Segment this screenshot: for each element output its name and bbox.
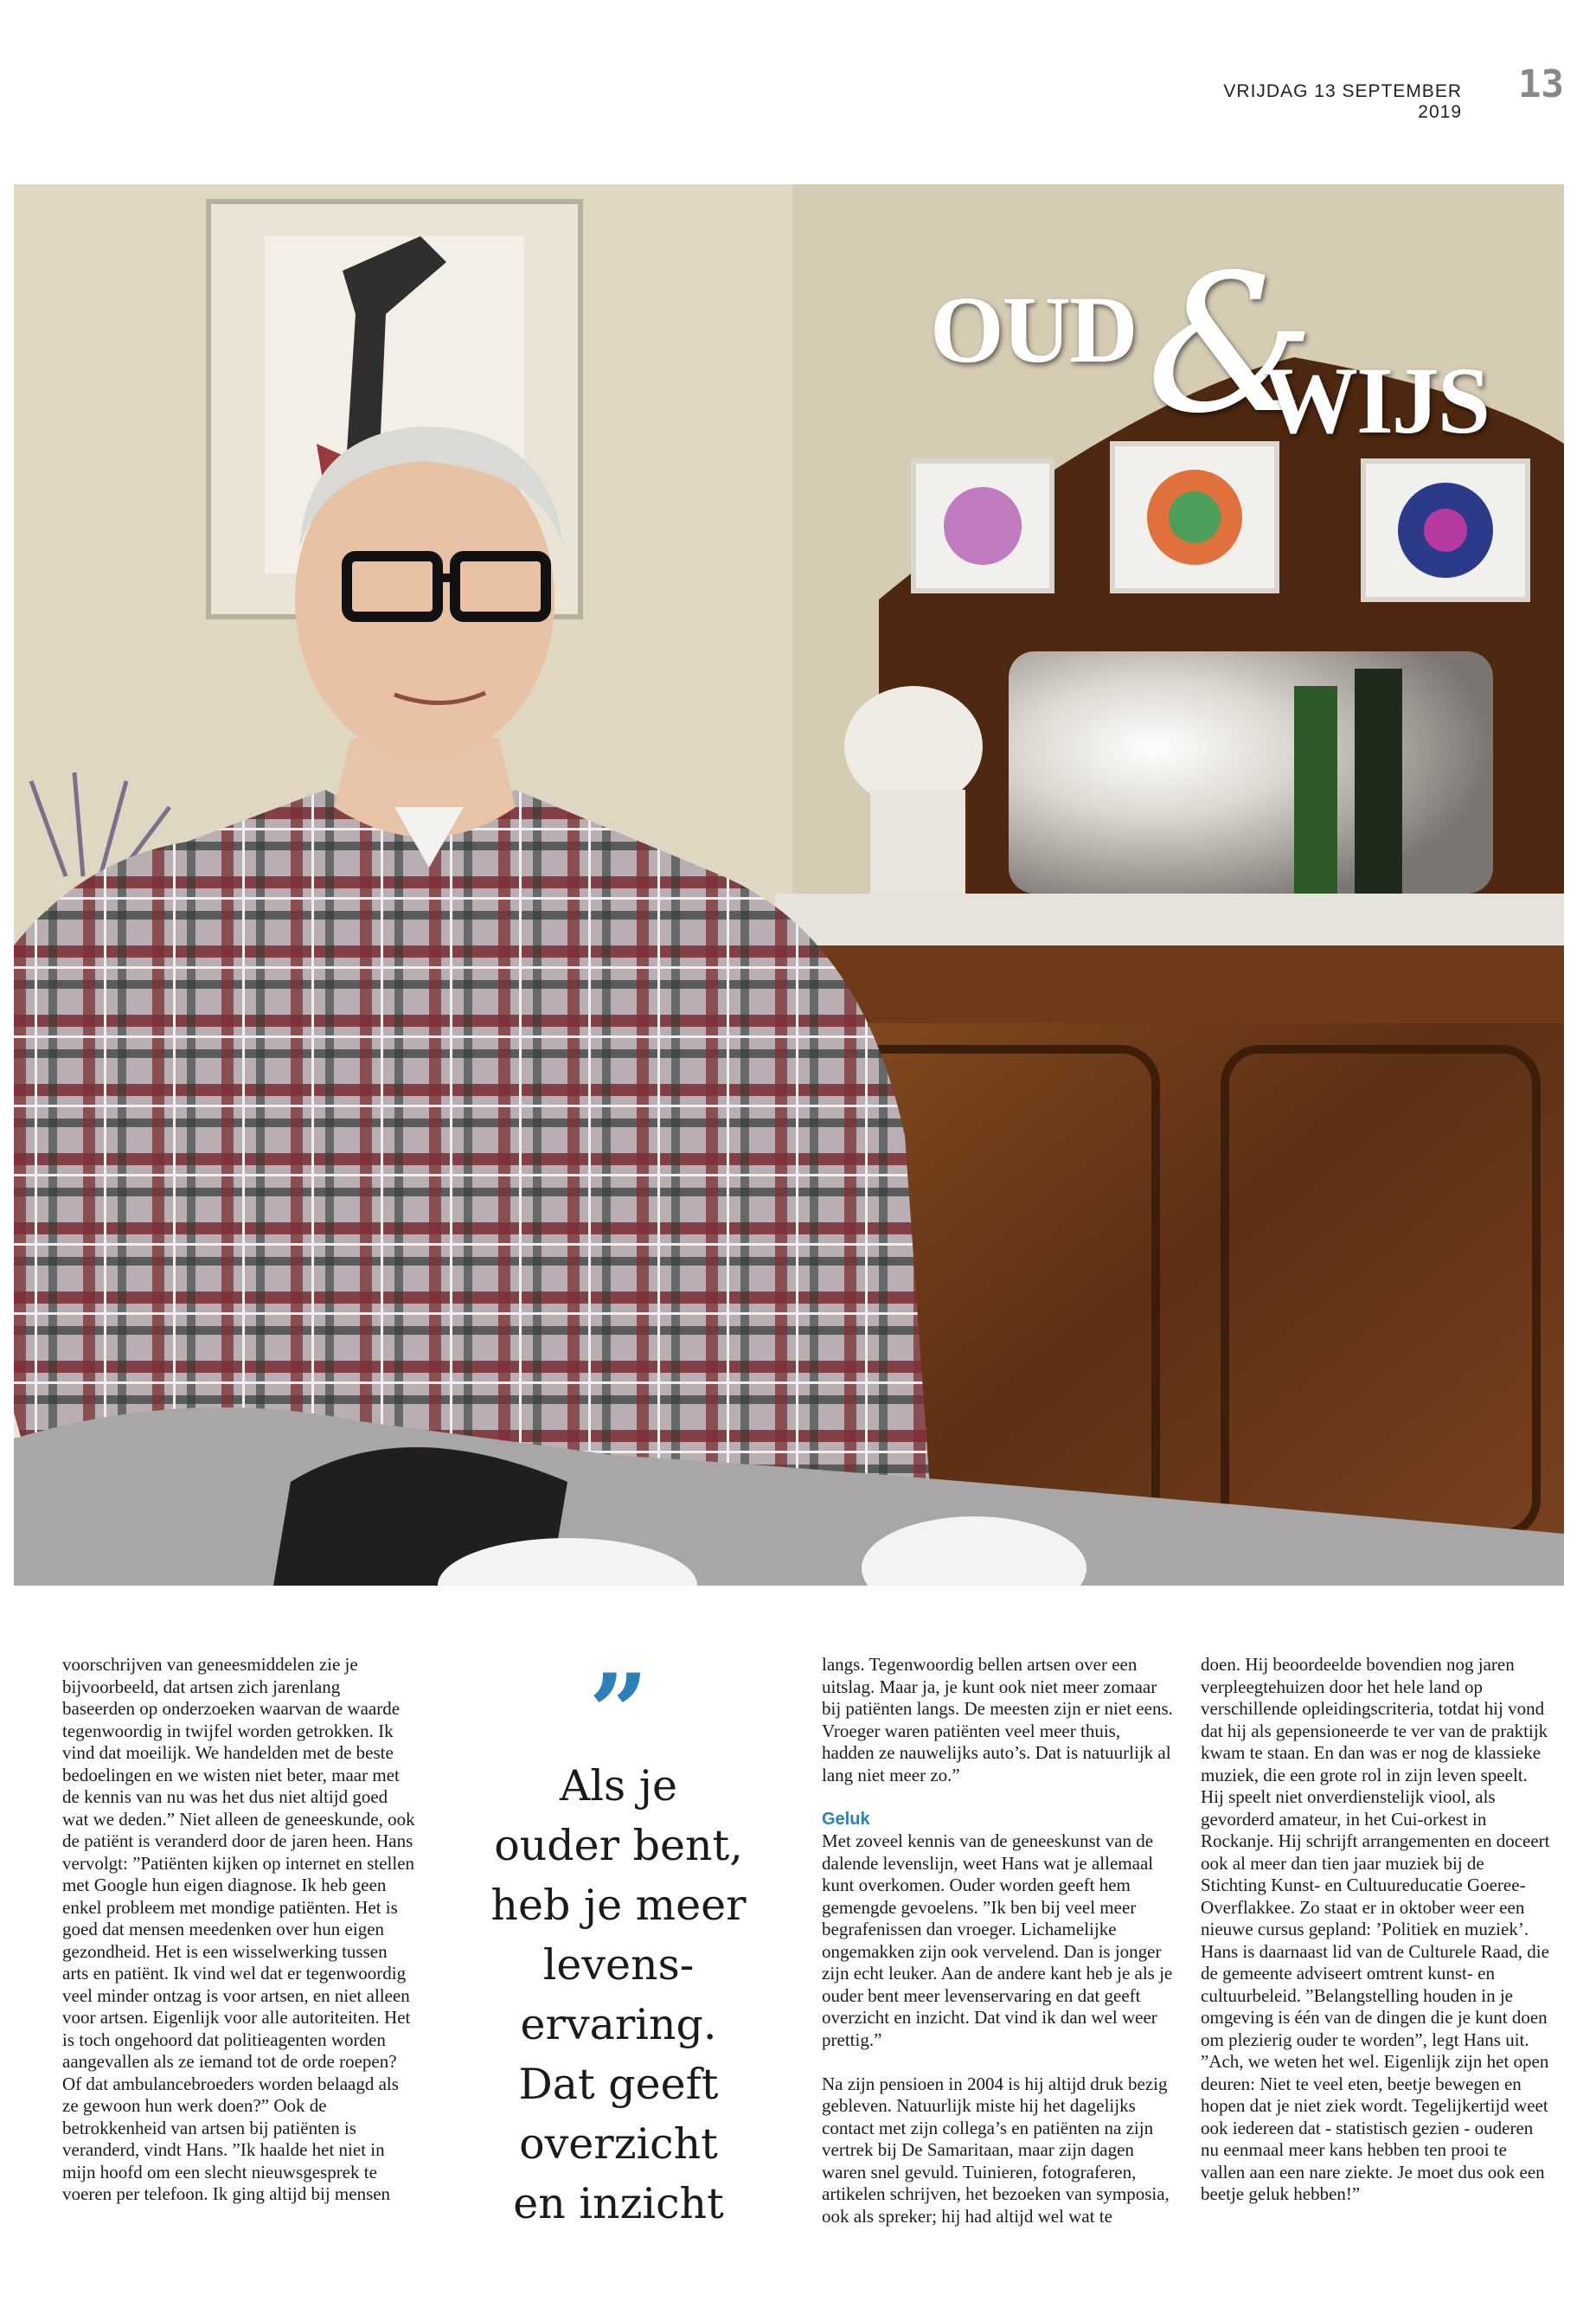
headline xyxy=(930,234,1501,483)
article-paragraph: Met zoveel kennis van de geneeskunst van de dalende levenslijn, weet Hans wat je allemaal kunt overkomen. Ouder worden geeft hem gemengde gevoelens. ”Ik ben bij veel meer begrafenissen dan vroeger. Lichamelijke ongemakken zijn ook vervelend. Dan is jonger zijn echt leuker. Aan de andere kant heb je als je ouder bent meer levenservaring en dat geeft overzicht en inzicht. Dat vind ik dan wel weer prettig.” xyxy=(822,1830,1173,2050)
pull-quote xyxy=(458,1756,779,2234)
headline-ampersand: & xyxy=(1146,234,1316,455)
pull-quote-line: Als je xyxy=(560,1761,677,1811)
pull-quote-line: overzicht xyxy=(519,2119,718,2169)
article-paragraph: voorschrijven van geneesmiddelen zie je bijvoorbeeld, dat artsen zich jarenlang baseerden op onderzoeken waarvan de waarde tegenwoordig in twijfel worden getrokken. Ik vind dat moeilijk. We handelden met de beste bedoelingen en we wisten niet beter, maar met de kennis van nu was het dus niet altijd goed wat we deden.” Niet alleen de geneeskunde, ook de patiënt is veranderd door de jaren heen. Hans vervolgt: ”Patiënten kijken op internet en stellen met Google hun eigen diagnose. Ik heb geen enkel probleem met mondige patiënten. Het is goed dat mensen meedenken over hun eigen gezondheid. Het is een wisselwerking tussen arts en patiënt. Ik vind wel dat er tegenwoordig veel minder ontzag is voor artsen, en niet alleen voor artsen. Eigenlijk voor alle autoriteiten. Het is toch ongehoord dat politieagenten worden aangevallen als ze iemand tot de orde roepen? Of dat ambulancebroeders worden belaagd als ze gewoon hun werk doen?” Ook de betrokkenheid van artsen bij patiënten is veranderd, vindt Hans. ”Ik haalde het niet in mijn hoofd om een slecht nieuwsgesprek te voeren per telefoon. Ik ging altijd bij mensen xyxy=(62,1654,415,2204)
article-paragraph: langs. Tegenwoordig bellen artsen over een uitslag. Maar ja, je kunt ook niet meer zomaar bij patiënten langs. De meesten zijn er niet eens. Vroeger waren patiënten veel meer thuis, hadden ze nauwelijks auto’s. Dat is natuurlijk al lang niet meer zo.” xyxy=(822,1654,1173,1785)
article-column-1 xyxy=(62,1654,415,2206)
article-column-4 xyxy=(1201,1654,1554,2206)
article-paragraph: doen. Hij beoordeelde bovendien nog jaren verpleegtehuizen door het hele land op verschillende opleidingscriteria, totdat hij vond dat hij als gepensioneerde te ver van de praktijk kwam te staan. En dan was er nog de klassieke muziek, die een grote rol in zijn leven speelt. xyxy=(1201,1654,1548,1785)
quote-mark-icon: ” xyxy=(588,1651,649,1773)
pull-quote-line: Dat geeft xyxy=(518,2060,719,2109)
header-date: VRIJDAG 13 SEPTEMBER 2019 xyxy=(1223,81,1462,122)
pull-quote-line: ouder bent, xyxy=(494,1821,743,1870)
headline-oud: OUD xyxy=(930,277,1137,382)
subheading: Geluk xyxy=(822,1809,870,1829)
pull-quote-line: en inzicht xyxy=(513,2179,724,2228)
pull-quote-line: heb je meer xyxy=(490,1881,747,1930)
page-number: 13 xyxy=(1518,62,1564,106)
article-column-3 xyxy=(822,1654,1175,2227)
article-paragraph: Na zijn pensioen in 2004 is hij altijd druk bezig gebleven. Natuurlijk miste hij het dagelijks contact met zijn collega’s en patiënten na zijn vertrek bij De Samaritaan, maar zijn dagen waren snel gevuld. Tuinieren, fotograferen, artikelen schrijven, het bezoeken van symposia, ook als spreker; hij had altijd wel wat te xyxy=(822,2073,1170,2227)
article-paragraph: Hij speelt niet onverdienstelijk viool, als gevorderd amateur, in het Cui-orkest in Rockanje. Hij schrijft arrangementen en doceert ook al meer dan tien jaar muziek bij de Stichting Kunst- en Cultuureducatie Goeree-Overflakkee. Zo staat er in oktober weer een nieuwe cursus gepland: ’Politiek en muziek’. Hans is daarnaast lid van de Culturele Raad, die de gemeente adviseert omtrent kunst- en cultuurbeleid. ”Belangstelling houden in je omgeving is één van de dingen die je kunt doen om plezierig ouder te worden”, legt Hans uit. ”Ach, we weten het wel. Eigenlijk zijn het open deuren: Niet te veel eten, beetje bewegen en hopen dat je niet ziek wordt. Tegelijkertijd weet ook iedereen dat - statistisch gezien - ouderen nu eenmaal meer kans hebben ten prooi te vallen aan een nare ziekte. Je moet dus ook een beetje geluk hebben!” xyxy=(1201,1786,1550,2204)
pull-quote-line: ervaring. xyxy=(520,2000,717,2049)
pull-quote-line: levens- xyxy=(542,1940,695,1990)
headline-wijs: WIJS xyxy=(1263,348,1489,453)
